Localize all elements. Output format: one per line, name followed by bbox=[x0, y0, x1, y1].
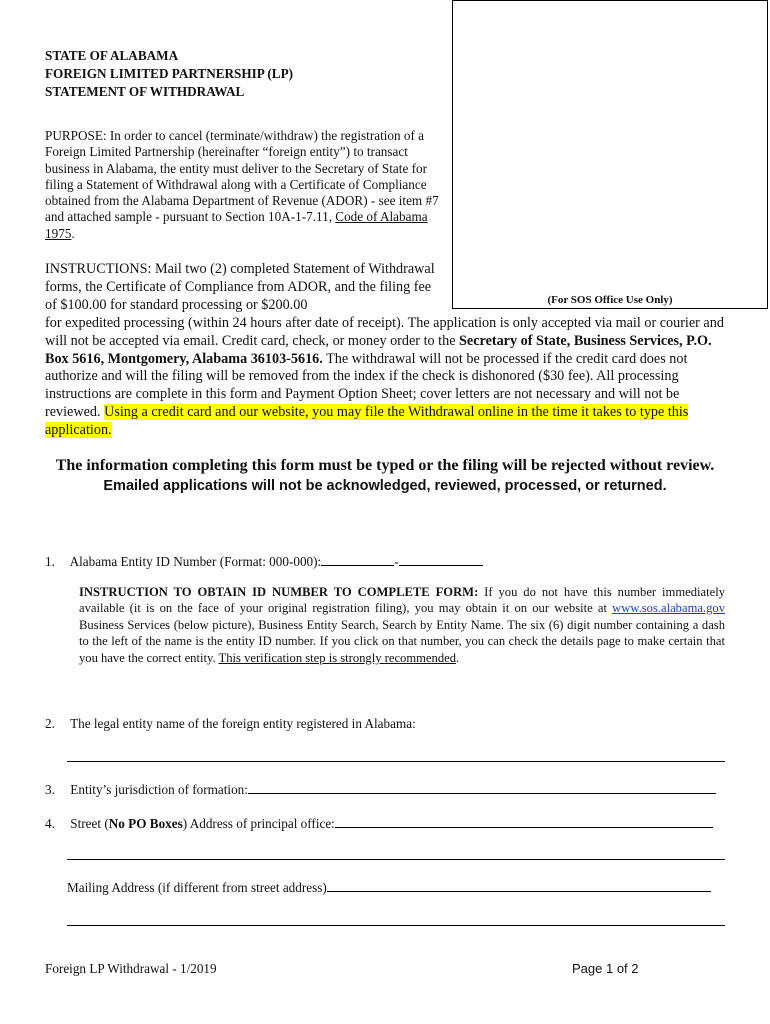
sos-website-link[interactable]: www.sos.alabama.gov bbox=[612, 601, 725, 616]
code-of-alabama: Code of Alabama 1975 bbox=[45, 209, 428, 241]
id-number-instructions bbox=[79, 584, 725, 666]
mailing-address-field[interactable] bbox=[327, 879, 711, 892]
item-label: Entity’s jurisdiction of formation: bbox=[70, 782, 248, 797]
id-instructions-heading: INSTRUCTION TO OBTAIN ID NUMBER TO COMPLETE FORM: bbox=[79, 585, 479, 599]
entity-id-dash: - bbox=[394, 554, 399, 569]
purpose-paragraph bbox=[45, 128, 440, 242]
purpose-end: . bbox=[71, 225, 75, 241]
item-label-bold: No PO Boxes bbox=[108, 816, 183, 831]
online-filing-highlight: Using a credit card and our website, you may file the Withdrawal online in the time it takes to type this application. bbox=[45, 404, 689, 439]
item-number: 3. bbox=[45, 782, 55, 797]
instructions-mailing-address: Secretary of State, Business Services, P.O. Box 5616, Montgomery, Alabama 36103-5616. bbox=[45, 332, 712, 367]
typed-notice bbox=[45, 456, 725, 494]
mailing-address-field-2[interactable] bbox=[67, 925, 725, 926]
instructions-text: for expedited processing (within 24 hours after date of receipt). The application is only accepted via mail or courier and will not be accepted via email. Credit card, check, or money order to the bbox=[45, 314, 724, 349]
form-header bbox=[45, 47, 293, 101]
verification-note: This verification step is strongly recommended bbox=[218, 650, 457, 665]
mailing-address-label: Mailing Address (if different from street address) bbox=[67, 880, 327, 895]
item-1-entity-id bbox=[45, 553, 483, 570]
entity-id-field-b[interactable] bbox=[399, 553, 483, 566]
header-state: STATE OF ALABAMA bbox=[45, 48, 179, 63]
purpose-text: PURPOSE: In order to cancel (terminate/withdraw) the registration of a Foreign Limited Partnership (hereinafter “foreign entity”) to transact business in Alabama, the entity must deliver to the Secretary of State for filing a Statement of Withdrawal along with a Certificate of Compliance obtained from the Alabama Department of Revenue (ADOR) - see item #7 and attached sample - pursuant to Section 10A-1-7.11, bbox=[45, 128, 439, 225]
item-3-jurisdiction bbox=[45, 781, 716, 798]
id-instructions-text-2: Business Services (below picture), Business Entity Search, Search by Entity Name. The six (6) digit number containing a dash to the left of the name is the entity ID number. If you click on that number, you can check the details page to make certain that you have the correct entity. bbox=[79, 617, 725, 665]
header-form-title: STATEMENT OF WITHDRAWAL bbox=[45, 84, 245, 99]
instructions-text-2: The withdrawal will not be processed if the credit card does not authorize and will the filing will be removed from the index if the check is dishonored ($30 fee). All processing instructions are complete in this form and Payment Option Sheet; cover letters are not necessary and will not be reviewed. bbox=[45, 350, 688, 421]
id-instructions-text: If you do not have this number immediately available (it is on the face of your original registration filing), you may obtain it on our website at bbox=[79, 585, 725, 616]
item-4-principal-office bbox=[45, 815, 713, 832]
footer-page-number: Page 1 of 2 bbox=[572, 961, 639, 976]
item-number: 1. bbox=[45, 554, 55, 569]
item-label-post: ) Address of principal office: bbox=[182, 816, 335, 831]
item-number: 2. bbox=[45, 716, 55, 731]
item-2-entity-name bbox=[45, 716, 416, 732]
id-instructions-end: . bbox=[456, 650, 460, 665]
jurisdiction-field[interactable] bbox=[248, 781, 716, 794]
street-address-field[interactable] bbox=[335, 815, 713, 828]
item-label: Alabama Entity ID Number (Format: 000-000): bbox=[69, 554, 322, 569]
item-number: 4. bbox=[45, 816, 55, 831]
instructions-paragraph bbox=[45, 261, 725, 440]
header-entity-type: FOREIGN LIMITED PARTNERSHIP (LP) bbox=[45, 66, 294, 81]
item-label: The legal entity name of the foreign entity registered in Alabama: bbox=[70, 716, 416, 731]
typed-warning: The information completing this form must be typed or the filing will be rejected without review. bbox=[55, 457, 715, 474]
email-warning: Emailed applications will not be acknowledged, reviewed, processed, or returned. bbox=[103, 478, 667, 494]
footer-form-id: Foreign LP Withdrawal - 1/2019 bbox=[45, 961, 217, 976]
entity-id-field-a[interactable] bbox=[321, 553, 394, 566]
entity-name-field[interactable] bbox=[67, 761, 725, 762]
instructions-intro: INSTRUCTIONS: Mail two (2) completed Statement of Withdrawal forms, the Certificate of Compliance from ADOR, and the filing fee of $100.00 for standard processing or $200.00 bbox=[45, 261, 435, 313]
sos-office-use-label: (For SOS Office Use Only) bbox=[547, 294, 673, 306]
item-label-pre: Street ( bbox=[70, 816, 109, 831]
mailing-address bbox=[67, 879, 711, 896]
street-address-field-2[interactable] bbox=[67, 859, 725, 860]
